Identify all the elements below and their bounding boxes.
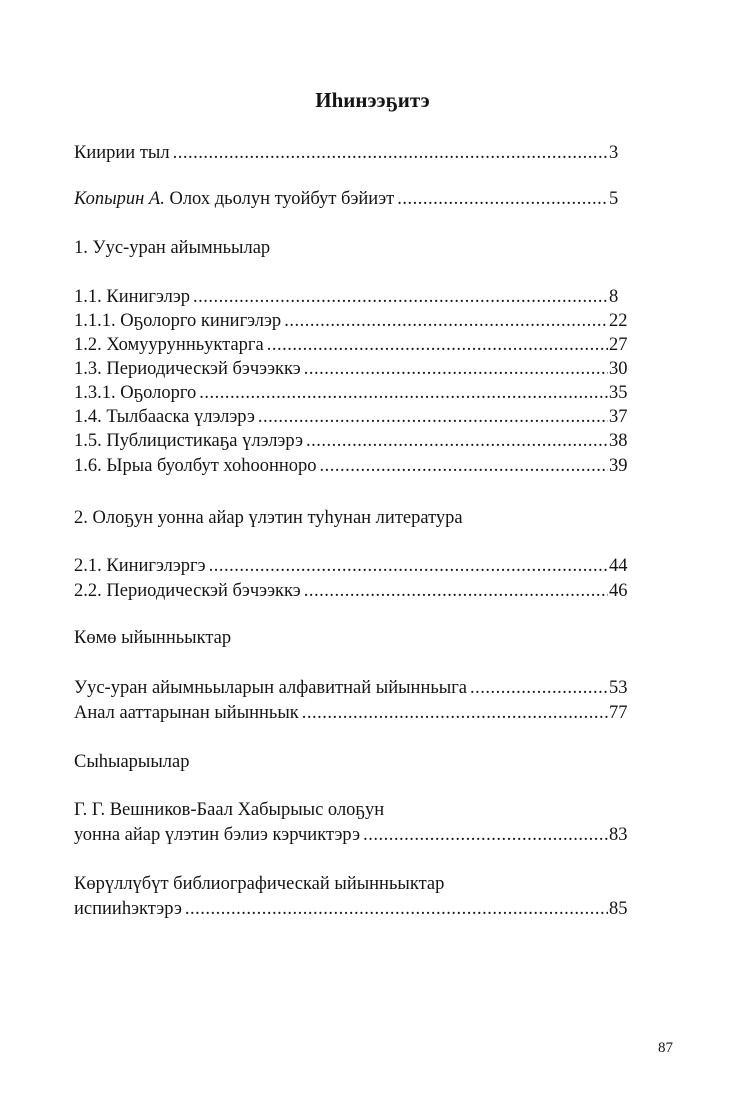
dot-leader <box>306 429 608 453</box>
toc-entry[interactable] <box>74 454 633 478</box>
toc-entry-page: 8 <box>609 287 619 307</box>
toc-entry-label: испииhэктэрэ <box>74 899 182 919</box>
toc-entry[interactable] <box>74 333 633 357</box>
toc-entry-page: 3 <box>609 143 619 163</box>
section-heading: 2. Олоҕун уонна айар үлэтин туhунан литература <box>74 508 463 528</box>
toc-entry[interactable] <box>74 701 633 725</box>
toc-entry[interactable] <box>74 381 633 405</box>
toc-entry-label: 1.6. Ырыа буолбут хоhоонноро <box>74 456 317 476</box>
toc-entry-label: 1.1.1. Оҕолорго кинигэлэр <box>74 311 282 331</box>
toc-entry[interactable] <box>74 429 633 453</box>
dot-leader <box>470 676 608 700</box>
dot-leader <box>320 454 608 478</box>
dot-leader <box>199 381 608 405</box>
toc-entry-label: 1.4. Тылбааска үлэлэрэ <box>74 407 255 427</box>
author-name: Копырин А. <box>74 189 165 209</box>
toc-entry-page: 46 <box>609 581 628 601</box>
section-heading: Сыhыарыылар <box>74 752 190 772</box>
essay-title: Олох дьолун туойбут бэйиэт <box>164 189 395 209</box>
dot-leader <box>363 823 608 847</box>
dot-leader <box>209 554 608 578</box>
dot-leader <box>302 701 608 725</box>
section-heading: Көмө ыйынньыктар <box>74 628 232 648</box>
toc-entry[interactable] <box>74 187 633 211</box>
toc-entry-page: 22 <box>609 311 628 331</box>
dot-leader <box>185 897 608 921</box>
toc-entry-label: Уус-уран айымньыларын алфавитнай ыйынньыга <box>74 678 468 698</box>
toc-entry-label: 1.3.1. Оҕолорго <box>74 383 197 403</box>
toc-entry[interactable] <box>74 554 633 578</box>
dot-leader <box>304 357 608 381</box>
toc-entry-page: 38 <box>609 431 628 451</box>
toc-entry-label-line1: Г. Г. Вешников-Баал Хабырыыс олоҕун <box>74 800 385 820</box>
toc-entry-label: 2.2. Периодическэй бэчээккэ <box>74 581 301 601</box>
toc-entry[interactable] <box>74 285 633 309</box>
toc-entry-page: 83 <box>609 825 628 845</box>
toc-entry[interactable] <box>74 897 633 921</box>
toc-entry-label: 2.1. Кинигэлэргэ <box>74 556 206 576</box>
dot-leader <box>304 579 608 603</box>
toc-entry[interactable] <box>74 676 633 700</box>
toc-entry-label: 1.1. Кинигэлэр <box>74 287 191 307</box>
dot-leader <box>258 405 608 429</box>
page-number: 87 <box>658 1040 673 1056</box>
toc-entry-page: 35 <box>609 383 628 403</box>
section-heading: 1. Уус-уран айымньылар <box>74 238 271 258</box>
toc-entry-page: 44 <box>609 556 628 576</box>
dot-leader <box>267 333 608 357</box>
toc-entry[interactable] <box>74 405 633 429</box>
toc-entry-page: 39 <box>609 456 628 476</box>
toc-entry-label <box>74 187 394 211</box>
toc-entry-page: 77 <box>609 703 628 723</box>
toc-entry[interactable] <box>74 309 633 333</box>
dot-leader <box>397 187 608 211</box>
toc-entry-page: 27 <box>609 335 628 355</box>
toc-entry[interactable] <box>74 141 633 165</box>
page-title: Иhинээҕитэ <box>315 88 430 112</box>
toc-entry-label: уонна айар үлэтин бэлиэ кэрчиктэрэ <box>74 825 361 845</box>
toc-entry[interactable] <box>74 823 633 847</box>
toc-entry-label: 1.5. Публицистикаҕа үлэлэрэ <box>74 431 304 451</box>
toc-entry[interactable] <box>74 579 633 603</box>
toc-entry-label: Анал ааттарынан ыйынньык <box>74 703 299 723</box>
dot-leader <box>284 309 608 333</box>
toc-entry-label: 1.2. Хомуурунньуктарга <box>74 335 264 355</box>
toc-entry-page: 53 <box>609 678 628 698</box>
dot-leader <box>173 141 608 165</box>
toc-entry-page: 37 <box>609 407 628 427</box>
toc-entry-label: Киирии тыл <box>74 143 170 163</box>
toc-entry-page: 5 <box>609 189 619 209</box>
toc-entry-page: 85 <box>609 899 628 919</box>
dot-leader <box>193 285 608 309</box>
toc-entry[interactable] <box>74 357 633 381</box>
toc-entry-page: 30 <box>609 359 628 379</box>
toc-entry-label-line1: Көрүллүбүт библиографическай ыйынньыктар <box>74 874 445 894</box>
toc-entry-label: 1.3. Периодическэй бэчээккэ <box>74 359 301 379</box>
